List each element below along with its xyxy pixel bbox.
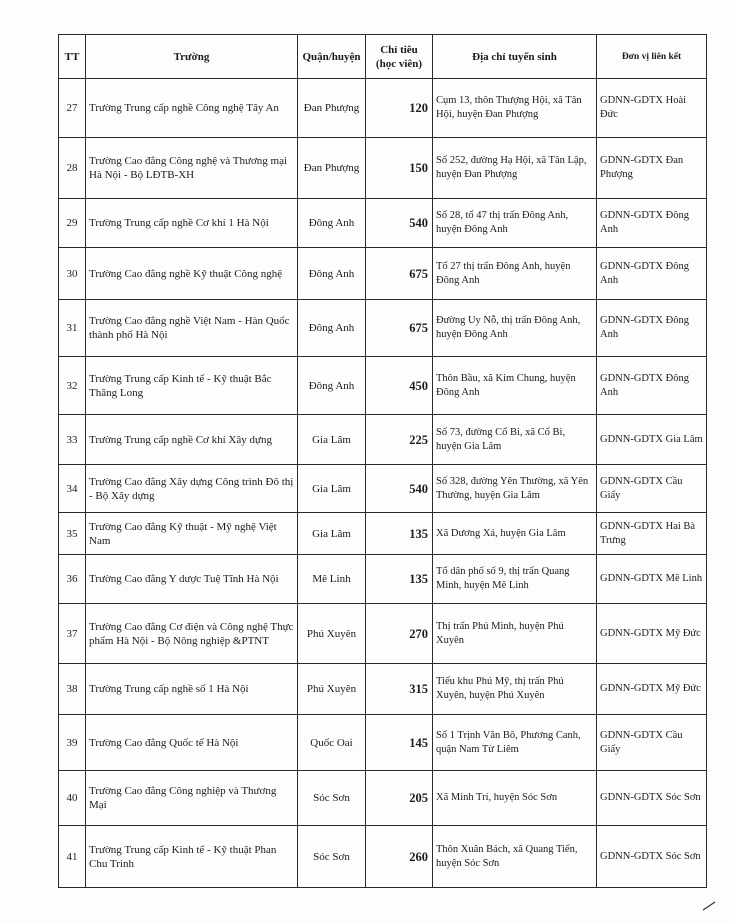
header-tt: TT [59, 35, 86, 79]
cell-school: Trường Cao đẳng Quốc tế Hà Nội [86, 715, 298, 771]
cell-unit: GDNN-GDTX Mê Linh [597, 555, 707, 604]
header-quota: Chỉ tiêu (học viên) [366, 35, 433, 79]
table-row [59, 826, 707, 888]
cell-quota: 150 [366, 138, 433, 199]
cell-quota: 540 [366, 199, 433, 248]
cell-unit: GDNN-GDTX Đông Anh [597, 357, 707, 415]
cell-unit: GDNN-GDTX Cầu Giấy [597, 465, 707, 513]
cell-tt: 41 [59, 826, 86, 888]
table-row [59, 771, 707, 826]
cell-address: Số 73, đường Cổ Bi, xã Cổ Bi, huyện Gia Lâm [433, 415, 597, 465]
cell-district: Mê Linh [298, 555, 366, 604]
cell-district: Phú Xuyên [298, 604, 366, 664]
cell-tt: 35 [59, 513, 86, 555]
cell-unit: GDNN-GDTX Đan Phượng [597, 138, 707, 199]
cell-quota: 675 [366, 248, 433, 300]
cell-unit: GDNN-GDTX Hoài Đức [597, 79, 707, 138]
table-row [59, 715, 707, 771]
cell-school: Trường Trung cấp nghề Cơ khí Xây dựng [86, 415, 298, 465]
admissions-table [58, 34, 707, 888]
cell-tt: 38 [59, 664, 86, 715]
cell-district: Đông Anh [298, 300, 366, 357]
cell-school: Trường Trung cấp nghề Cơ khí 1 Hà Nội [86, 199, 298, 248]
cell-address: Thôn Bầu, xã Kim Chung, huyện Đông Anh [433, 357, 597, 415]
cell-unit: GDNN-GDTX Đông Anh [597, 300, 707, 357]
cell-unit: GDNN-GDTX Sóc Sơn [597, 771, 707, 826]
header-district: Quận/huyện [298, 35, 366, 79]
cell-address: Xã Minh Trí, huyện Sóc Sơn [433, 771, 597, 826]
cell-unit: GDNN-GDTX Đông Anh [597, 248, 707, 300]
table-row [59, 79, 707, 138]
cell-address: Tiểu khu Phú Mỹ, thị trấn Phú Xuyên, huyện Phú Xuyên [433, 664, 597, 715]
table-row [59, 664, 707, 715]
cell-unit: GDNN-GDTX Mỹ Đức [597, 604, 707, 664]
cell-address: Xã Dương Xá, huyện Gia Lâm [433, 513, 597, 555]
cell-school: Trường Trung cấp nghề Công nghệ Tây An [86, 79, 298, 138]
header-unit: Đơn vị liên kết [597, 35, 707, 79]
cell-school: Trường Trung cấp Kinh tế - Kỹ thuật Bắc Thăng Long [86, 357, 298, 415]
cell-unit: GDNN-GDTX Gia Lâm [597, 415, 707, 465]
cell-tt: 31 [59, 300, 86, 357]
header-address: Địa chỉ tuyển sinh [433, 35, 597, 79]
cell-tt: 34 [59, 465, 86, 513]
cell-address: Số 1 Trịnh Văn Bô, Phương Canh, quận Nam Từ Liêm [433, 715, 597, 771]
cell-address: Số 28, tổ 47 thị trấn Đông Anh, huyện Đông Anh [433, 199, 597, 248]
cell-school: Trường Cao đẳng Công nghiệp và Thương Mại [86, 771, 298, 826]
cell-quota: 450 [366, 357, 433, 415]
cell-address: Cụm 13, thôn Thượng Hội, xã Tân Hội, huyện Đan Phượng [433, 79, 597, 138]
cell-district: Gia Lâm [298, 465, 366, 513]
cell-unit: GDNN-GDTX Sóc Sơn [597, 826, 707, 888]
cell-district: Phú Xuyên [298, 664, 366, 715]
cell-unit: GDNN-GDTX Cầu Giấy [597, 715, 707, 771]
cell-quota: 260 [366, 826, 433, 888]
cell-address: Tổ dân phố số 9, thị trấn Quang Minh, huyện Mê Linh [433, 555, 597, 604]
cell-school: Trường Cao đẳng nghề Kỹ thuật Công nghệ [86, 248, 298, 300]
cell-address: Số 328, đường Yên Thường, xã Yên Thường, huyện Gia Lâm [433, 465, 597, 513]
table-row [59, 300, 707, 357]
cell-school: Trường Cao đẳng nghề Việt Nam - Hàn Quốc thành phố Hà Nội [86, 300, 298, 357]
cell-quota: 225 [366, 415, 433, 465]
cell-district: Đông Anh [298, 357, 366, 415]
header-row [59, 35, 707, 79]
cell-quota: 270 [366, 604, 433, 664]
table-row [59, 465, 707, 513]
cell-quota: 675 [366, 300, 433, 357]
cell-tt: 28 [59, 138, 86, 199]
cell-quota: 205 [366, 771, 433, 826]
cell-quota: 135 [366, 555, 433, 604]
cell-district: Sóc Sơn [298, 826, 366, 888]
cell-district: Gia Lâm [298, 513, 366, 555]
cell-school: Trường Cao đẳng Y dược Tuệ Tĩnh Hà Nội [86, 555, 298, 604]
cell-address: Số 252, đường Hạ Hội, xã Tân Lập, huyện Đan Phượng [433, 138, 597, 199]
cell-address: Tổ 27 thị trấn Đông Anh, huyện Đông Anh [433, 248, 597, 300]
table-row [59, 138, 707, 199]
table-row [59, 555, 707, 604]
cell-quota: 145 [366, 715, 433, 771]
table-row [59, 248, 707, 300]
cell-unit: GDNN-GDTX Hai Bà Trưng [597, 513, 707, 555]
cell-school: Trường Trung cấp Kinh tế - Kỹ thuật Phan Chu Trinh [86, 826, 298, 888]
cell-tt: 39 [59, 715, 86, 771]
cell-unit: GDNN-GDTX Đông Anh [597, 199, 707, 248]
pen-stroke-mark [702, 901, 716, 911]
table-row [59, 199, 707, 248]
cell-address: Đường Uy Nỗ, thị trấn Đông Anh, huyện Đông Anh [433, 300, 597, 357]
cell-unit: GDNN-GDTX Mỹ Đức [597, 664, 707, 715]
header-school: Trường [86, 35, 298, 79]
cell-district: Gia Lâm [298, 415, 366, 465]
cell-district: Sóc Sơn [298, 771, 366, 826]
cell-district: Đan Phượng [298, 138, 366, 199]
table-row [59, 513, 707, 555]
cell-address: Thị trấn Phú Minh, huyện Phú Xuyên [433, 604, 597, 664]
cell-quota: 135 [366, 513, 433, 555]
cell-address: Thôn Xuân Bách, xã Quang Tiến, huyện Sóc Sơn [433, 826, 597, 888]
cell-tt: 30 [59, 248, 86, 300]
cell-tt: 33 [59, 415, 86, 465]
cell-tt: 37 [59, 604, 86, 664]
cell-tt: 29 [59, 199, 86, 248]
cell-district: Đông Anh [298, 199, 366, 248]
cell-school: Trường Cao đẳng Công nghệ và Thương mại Hà Nội - Bộ LĐTB-XH [86, 138, 298, 199]
table-row [59, 415, 707, 465]
cell-school: Trường Cao đẳng Kỹ thuật - Mỹ nghệ Việt Nam [86, 513, 298, 555]
cell-district: Quốc Oai [298, 715, 366, 771]
cell-quota: 540 [366, 465, 433, 513]
cell-district: Đan Phượng [298, 79, 366, 138]
cell-tt: 40 [59, 771, 86, 826]
cell-school: Trường Trung cấp nghề số 1 Hà Nội [86, 664, 298, 715]
cell-school: Trường Cao đẳng Cơ điện và Công nghệ Thực phẩm Hà Nội - Bộ Nông nghiệp &PTNT [86, 604, 298, 664]
cell-tt: 32 [59, 357, 86, 415]
cell-tt: 27 [59, 79, 86, 138]
cell-school: Trường Cao đẳng Xây dựng Công trình Đô thị - Bộ Xây dựng [86, 465, 298, 513]
cell-quota: 120 [366, 79, 433, 138]
cell-district: Đông Anh [298, 248, 366, 300]
table-row [59, 357, 707, 415]
cell-tt: 36 [59, 555, 86, 604]
cell-quota: 315 [366, 664, 433, 715]
table-row [59, 604, 707, 664]
